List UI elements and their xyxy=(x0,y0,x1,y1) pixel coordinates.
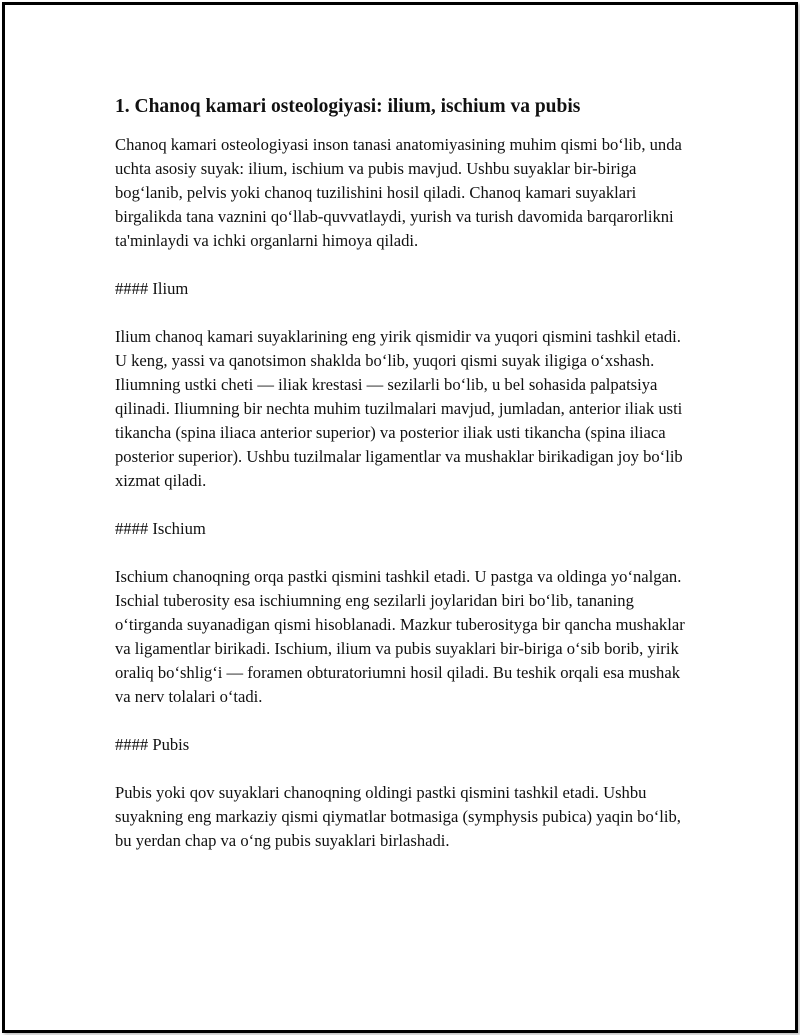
spacer xyxy=(115,301,695,325)
section-paragraph-pubis: Pubis yoki qov suyaklari chanoqning oldingi pastki qismini tashkil etadi. Ushbu suyakning eng markaziy qismi qiymatlar botmasiga (symphysis pubica) yaqin bo‘lib, bu yerdan chap va o‘ng pubis suyaklari birlashadi. xyxy=(115,783,681,850)
spacer xyxy=(115,541,695,565)
spacer xyxy=(115,709,695,733)
document-body xyxy=(115,95,695,853)
intro-paragraph: Chanoq kamari osteologiyasi inson tanasi anatomiyasining muhim qismi bo‘lib, unda uchta asosiy suyak: ilium, ischium va pubis mavjud. Ushbu suyaklar bir-biriga bog‘lanib, pelvis yoki chanoq tuzilishini hosil qiladi. Chanoq kamari suyaklari birgalikda tana vaznini qo‘llab-quvvatlaydi, yurish va turish davomida barqarorlikni ta'minlaydi va ichki organlarni himoya qiladi. xyxy=(115,135,682,250)
spacer xyxy=(115,757,695,781)
section-heading-pubis: #### Pubis xyxy=(115,735,190,754)
document-title: 1. Chanoq kamari osteologiyasi: ilium, ischium va pubis xyxy=(115,96,581,117)
spacer xyxy=(115,493,695,517)
section-paragraph-ilium: Ilium chanoq kamari suyaklarining eng yirik qismidir va yuqori qismini tashkil etadi. U keng, yassi va qanotsimon shaklda bo‘lib, yuqori qismi suyak iligiga o‘xshash. Iliumning ustki cheti — iliak krestasi — sezilarli bo‘lib, u bel sohasida palpatsiya qilinadi. Iliumning bir nechta muhim tuzilmalari mavjud, jumladan, anterior iliak usti tikancha (spina iliaca anterior superior) va posterior iliak usti tikancha (spina iliaca posterior superior). Ushbu tuzilmalar ligamentlar va mushaklar birikadigan joy bo‘lib xizmat qiladi. xyxy=(115,327,683,490)
spacer xyxy=(115,253,695,277)
section-heading-ischium: #### Ischium xyxy=(115,519,206,538)
section-paragraph-ischium: Ischium chanoqning orqa pastki qismini tashkil etadi. U pastga va oldinga yo‘nalgan. Ischial tuberosity esa ischiumning eng sezilarli joylaridan biri bo‘lib, tananing o‘tirganda suyanadigan qismi hisoblanadi. Mazkur tuberosityga bir qancha mushaklar va ligamentlar birikadi. Ischium, ilium va pubis suyaklari bir-biriga o‘sib borib, yirik oraliq bo‘shlig‘i — foramen obturatoriumni hosil qiladi. Bu teshik orqali esa mushak va nerv tolalari o‘tadi. xyxy=(115,567,685,706)
section-heading-ilium: #### Ilium xyxy=(115,279,189,298)
